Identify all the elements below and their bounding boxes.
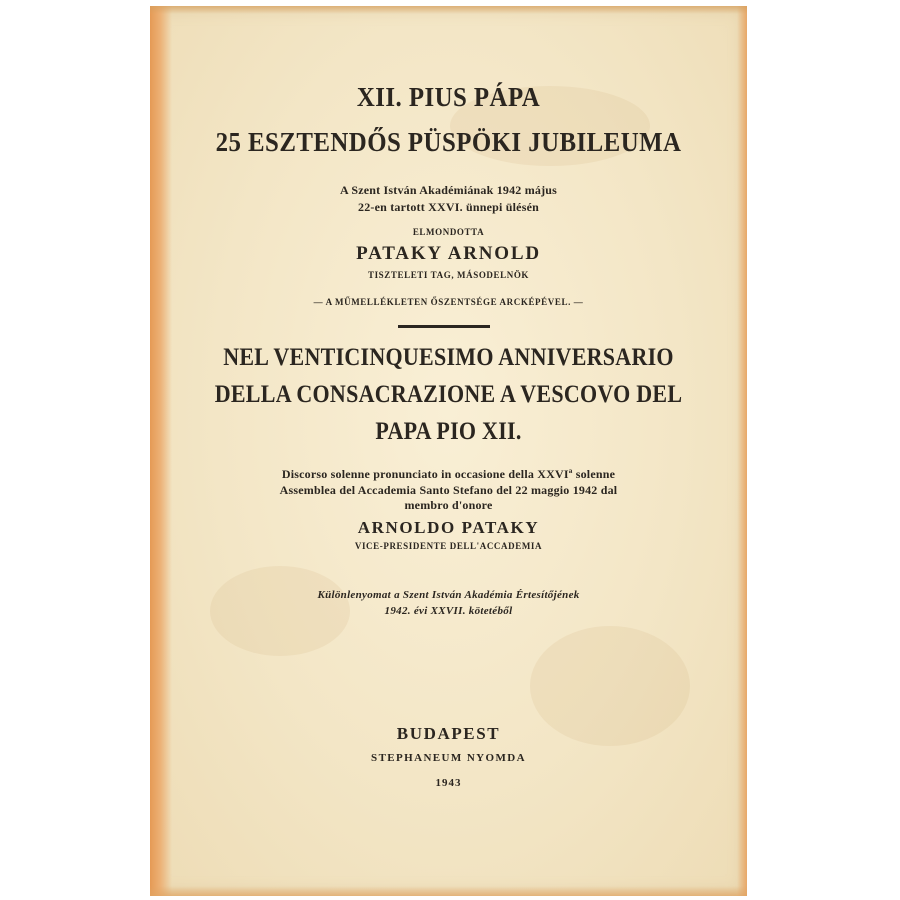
italian-title-line-3: PAPA PIO XII. [375,418,522,445]
discourse-line-3: membro d'onore [404,498,493,512]
discourse-line-1: Discorso solenne pronunciato in occasione della XXVIª solenne [281,467,616,481]
author-hungarian: PATAKY ARNOLD [356,243,541,264]
printer-name: STEPHANEUM NYOMDA [371,752,526,764]
discourse-line-2: Assemblea del Accademia Santo Stefano del 22 maggio 1942 dal [279,483,618,497]
italian-title-line-1: NEL VENTICINQUESIMO ANNIVERSARIO [223,344,674,371]
occasion-line-1: A Szent István Akadémiának 1942 május [339,183,558,197]
author-title-italian: VICE-PRESIDENTE DELL'ACCADEMIA [354,541,543,551]
title-line-2: 25 ESZTENDŐS PÜSPÖKI JUBILEUMA [215,127,682,157]
italian-title-line-2: DELLA CONSACRAZIONE A VESCOVO DEL [214,381,683,408]
cover-top-edge [150,6,747,14]
book-cover [150,6,747,896]
title-line-1: XII. PIUS PÁPA [356,82,541,112]
occasion-line-2: 22-en tartott XXVI. ünnepi ülésén [358,200,539,214]
divider-rule [398,325,490,328]
offprint-line-2: 1942. évi XXVII. kötetéből [384,605,513,617]
offprint-line-1: Különlenyomat a Szent István Akadémia Értesítőjének [317,589,580,601]
supplement-note: — A MŰMELLÉKLETEN ŐSZENTSÉGE ARCKÉPÉVEL. — [313,297,584,307]
publication-city: BUDAPEST [396,724,501,743]
cover-bottom-edge [150,886,747,896]
delivered-by: ELMONDOTTA [412,227,485,237]
author-italian: ARNOLDO PATAKY [357,518,540,537]
author-title-hungarian: TISZTELETI TAG, MÁSODELNÖK [367,270,530,280]
publication-year: 1943 [435,777,462,789]
